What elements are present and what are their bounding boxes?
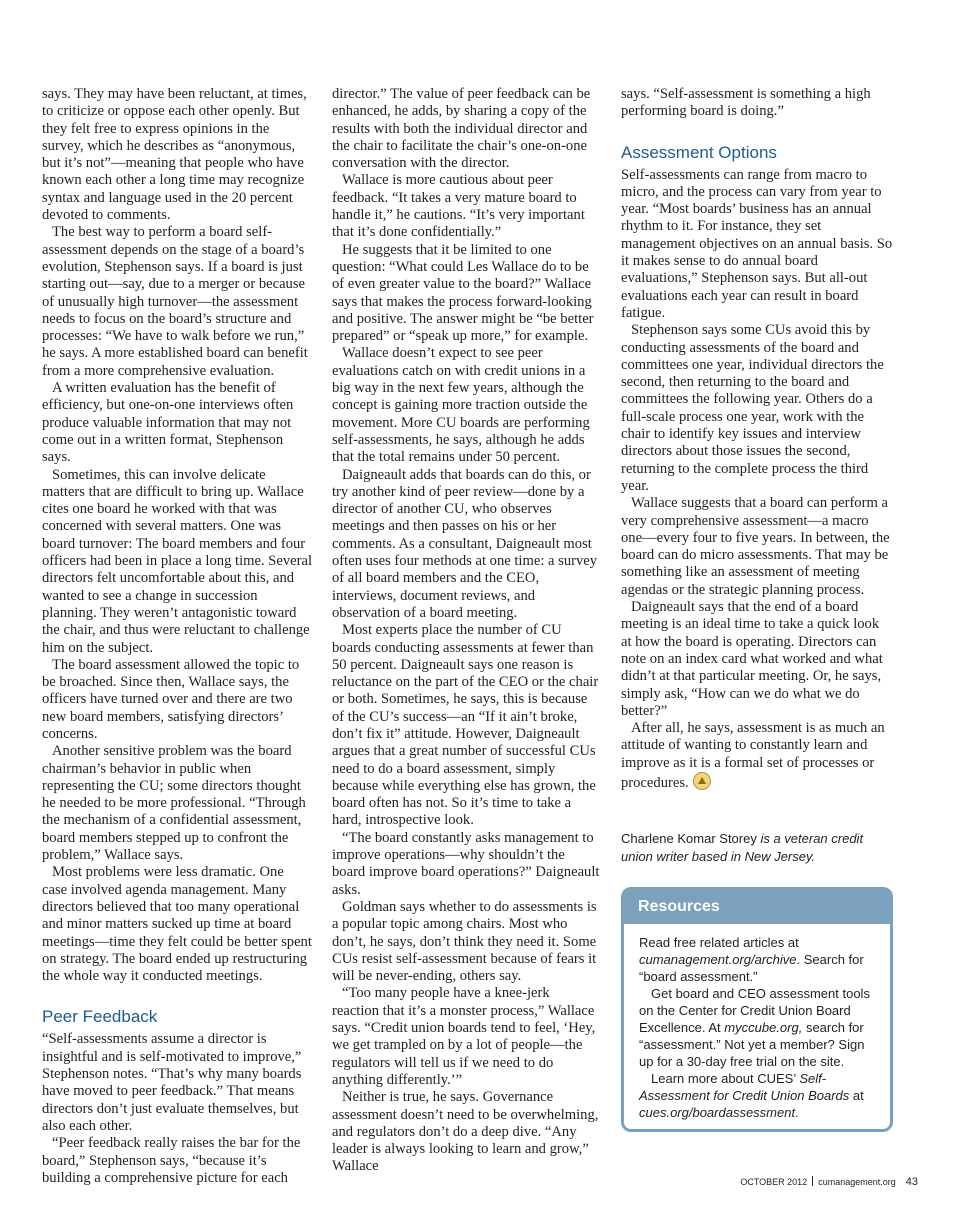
article-paragraph: Most experts place the number of CU boards conducting assessments at fewer than 50 percent. Daigneault says one reason is reluctance on the part of the CEO or the chair or both. Sometimes, he says, this is because of the CU’s success—an “If it ain’t broke, don’t fix it” attitude. However, Daigneault argues that a great number of successful CUs need to do a board assessment, simply because while everything else has grown, the board often has not. So it’s time to take a hard, introspective look.: [332, 622, 599, 829]
archive-link[interactable]: cumanagement.org/archive: [639, 951, 797, 967]
article-paragraph: The board assessment allowed the topic to be broached. Since then, Wallace says, the officers have turned over and there are two new board members, satisfying directors’ concerns.: [42, 656, 300, 742]
article-paragraph: Most problems were less dramatic. One case involved agenda management. Many directors believed that too many operational and minor matters sucked up time at board meetings—time they felt could be better spent on strategy. The board ended up restructuring the whole way it conducted meetings.: [42, 864, 312, 985]
article-paragraph: Neither is true, he says. Governance assessment doesn’t need to be overwhelming, and regulators don’t do a deep dive. “Any leader is always looking to learn and grow,” Wallace: [332, 1089, 599, 1175]
section-heading: Assessment Options: [621, 142, 777, 162]
column-3-body: [621, 86, 893, 792]
resources-body: [624, 924, 890, 1129]
article-paragraph: A written evaluation has the benefit of efficiency, but one-on-one interviews often produce valuable information that may not come out in a written format, Stephenson says.: [42, 380, 294, 466]
author-description: is a veteran credit union writer based in New Jersey.: [621, 831, 864, 864]
cues-link[interactable]: cues.org/boardassessment: [639, 1104, 796, 1120]
article-paragraph: Wallace suggests that a board can perform a very comprehensive assessment—a macro one—every four to five years. In between, the board can do micro assessments. That may be something like an assessment of meeting agendas or the strategic planning process.: [621, 495, 890, 598]
end-of-article-icon: [693, 772, 711, 790]
article-paragraph: The best way to perform a board self-assessment depends on the stage of a board’s evolution, Stephenson says. If a board is just starting out—say, due to a merger or because of unusually high turnover—the assessment needs to focus on the board’s structure and processes: “We have to walk before we run,” he says. A more established board can benefit from a more comprehensive evaluation.: [42, 224, 308, 379]
footer-divider: [812, 1176, 813, 1186]
resources-text: .: [795, 1104, 799, 1120]
article-paragraph: [621, 720, 893, 792]
page-number: 43: [905, 1176, 918, 1188]
article-paragraph: Daigneault adds that boards can do this, or try another kind of peer review—done by a director of another CU, who observes meetings and then passes on his or her comments. As a consultant, Daigneault most often uses four methods at one time: a survey of all board members and the CEO, interviews, document reviews, and observation of a board meeting.: [332, 466, 598, 621]
article-paragraph: He suggests that it be limited to one question: “What could Les Wallace do to be of even greater value to the board?” Wallace says that makes the process forward-looking and positive. The answer might be “be better prepared” or “speak up more,” for example.: [332, 241, 594, 345]
article-paragraph: Wallace doesn’t expect to see peer evaluations catch on with credit unions in a big way in the next few years, although the concept is gaining more traction outside the movement. More CU boards are performing self-assessments, he says, although he adds that the total remains under 50 percent.: [332, 345, 590, 466]
article-column-3: [621, 86, 893, 1132]
article-paragraph: “Too many people have a knee-jerk reaction that it’s a monster process,” Wallace says. “Credit union boards tend to feel, ‘Hey, we get trampled on by a lot of people—the regulators will tell us if we need to do anything differently.’”: [332, 985, 596, 1088]
article-paragraph: Goldman says whether to do assessments is a popular topic among chairs. Most who don’t, he says, don’t think they need it. Some CUs resist self-assessment because of fears it will be never-ending, others say.: [332, 898, 597, 985]
resources-title: Resources: [624, 890, 890, 923]
resources-text: . Search for “board assessment.”: [639, 951, 864, 984]
author-name: Charlene Komar Storey: [621, 831, 757, 847]
article-column-1: [42, 86, 312, 1187]
resources-text: search for “assessment.” Not yet a member? Sign up for a 30-day free trial on the site.: [639, 1019, 865, 1069]
myccube-link[interactable]: myccube.org,: [724, 1019, 803, 1035]
article-paragraph: Self-assessments can range from macro to micro, and the process can vary from year to year. “Most boards’ business has an annual rhythm to it. For instance, they set management objectives on an annual basis. So it makes sense to do annual board evaluations,” Stephenson says. But all-out evaluations each year can result in board fatigue.: [621, 166, 893, 321]
resources-text: at: [849, 1087, 864, 1103]
publication-title: Self-Assessment for Credit Union Boards: [639, 1070, 850, 1103]
article-paragraph: Another sensitive problem was the board chairman’s behavior in public when representing the CU; some directors thought he needed to be more professional. “Through the mechanism of a confidential assessment, board members stepped up to confront the problem,” Wallace says.: [42, 743, 306, 864]
paragraph-text: After all, he says, assessment is as much an attitude of wanting to constantly learn and improve as it is a formal set of processes or procedures.: [621, 720, 885, 791]
article-paragraph: “The board constantly asks management to improve operations—why shouldn’t the board improve board operations?” Daigneault asks.: [332, 829, 600, 898]
resources-text: Learn more about CUES’: [651, 1070, 800, 1086]
resources-item-ccube: [639, 985, 876, 1070]
article-column-2: [332, 86, 600, 1176]
resources-text: Get board and CEO assessment tools on the Center for Credit Union Board Excellence. At: [639, 985, 870, 1035]
author-bio: [621, 830, 893, 865]
resources-item-archive: [639, 934, 876, 985]
article-paragraph: “Self-assessments assume a director is insightful and is self-motivated to improve,” Stephenson notes. “That’s why many boards have moved to peer feedback.” That means directors don’t just evaluate themselves, but also each other.: [42, 1031, 302, 1134]
article-paragraph: director.” The value of peer feedback can be enhanced, he adds, by sharing a copy of the results with both the individual director and the chair to facilitate the chair’s one-on-one conversation with the director.: [332, 86, 591, 172]
resources-box: [621, 887, 893, 1131]
article-paragraph: says. They may have been reluctant, at times, to criticize or oppose each other openly. But they felt free to express opinions in the survey, which he describes as “anonymous, but it’s not”—meaning that people who have known each other a long time may recognize syntax and language used in the 20 percent devoted to comments.: [42, 86, 307, 224]
resources-text: Read free related articles at: [639, 934, 799, 950]
article-paragraph: “Peer feedback really raises the bar for the board,” Stephenson says, “because it’s building a comprehensive picture for each: [42, 1135, 301, 1186]
footer-site: cumanagement.org: [818, 1177, 896, 1187]
article-paragraph: Stephenson says some CUs avoid this by conducting assessments of the board and committees one year, individual directors the second, then returning to the board and committees the following year. Others do a full-scale process one year, work with the chair to identify key issues and interview directors about those issues the second, returning to the complete process the third year.: [621, 322, 884, 494]
article-paragraph: Sometimes, this can involve delicate matters that are difficult to bring up. Wallace cites one board he worked with that was concerned with several matters. One was board turnover: The board members and four officers had been in place a long time. Several directors felt uncomfortable about this, and wanted to see a change in succession planning. They weren’t antagonistic toward the chair, and thus were reluctant to challenge him on the subject.: [42, 466, 313, 656]
issue-date: OCTOBER 2012: [740, 1177, 808, 1187]
article-paragraph: Daigneault says that the end of a board meeting is an ideal time to take a quick look at how the board is operating. Directors can note on an index card what worked and what didn’t at that particular meeting. Or, he says, simply ask, “How can we do what we do better?”: [621, 599, 883, 719]
resources-item-cues: [639, 1070, 876, 1121]
page-footer: [600, 1176, 918, 1188]
section-heading: Peer Feedback: [42, 1007, 158, 1027]
article-paragraph: Wallace is more cautious about peer feedback. “It takes a very mature board to handle it,” he cautions. “It’s very important that it’s done confidentially.”: [332, 172, 585, 241]
article-paragraph: says. “Self-assessment is something a high performing board is doing.”: [621, 86, 871, 120]
